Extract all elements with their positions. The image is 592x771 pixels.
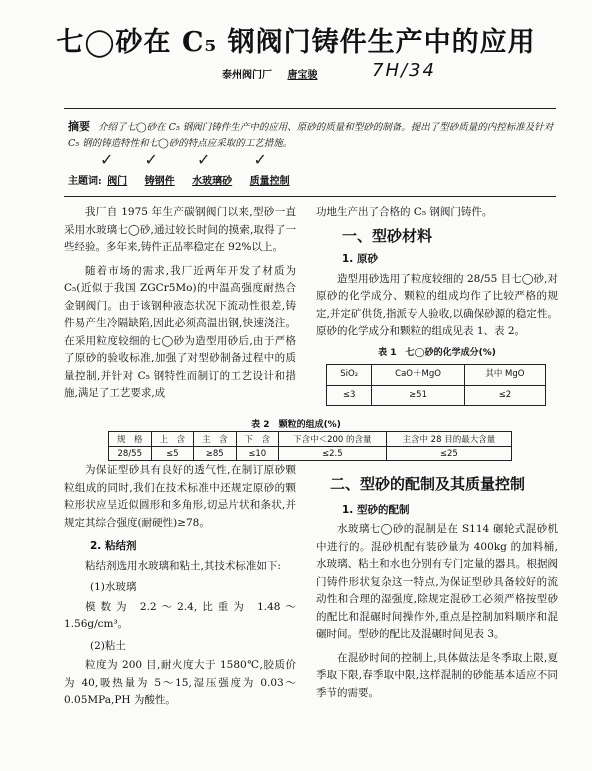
subsection-heading: 2. 粘结剂 bbox=[90, 540, 137, 552]
paragraph: 造型用砂选用了粒度较细的 28/55 目七◯砂,对原砂的化学成分、颗粒的组成均作了比较严格的规定,并定矿供货,指派专人验收,以确保砂源的稳定性。原砂的化学成分和颗粒的组成见表 1、表 2。 bbox=[316, 272, 558, 337]
check-mark-icon: ✓ bbox=[100, 150, 114, 169]
paragraph: 随着市场的需求,我厂近两年开发了材质为 C₅(近似于我国 ZGCr5Mo)的中温高强度耐热合金钢阀门。由于该钢种液态状况下流动性很差,铸件易产生冷隔缺陷,因此必须高温出钢,快速浇注。在采用粒度较细的七◯砂为造型用砂后,由于严格了原砂的验收标准,加强了对型砂制备过程中的质量控制,并针对 C₅ 钢特性而制订的工艺设计和措施,满足了工艺要求,成 bbox=[64, 264, 296, 399]
table2-caption: 表 2 颗粒的组成(%) bbox=[251, 420, 341, 430]
right-column-upper bbox=[316, 204, 558, 406]
sub-subsection-heading: (1)水玻璃 bbox=[90, 581, 137, 593]
keywords bbox=[68, 172, 304, 187]
section-heading: 二、型砂的配制及其质量控制 bbox=[330, 475, 526, 493]
table2-cell: ≤2.5 bbox=[279, 447, 387, 461]
table1-caption: 表 1 七◯砂的化学成分(%) bbox=[378, 347, 496, 358]
table2 bbox=[108, 431, 512, 461]
abstract-label: 摘要 bbox=[68, 120, 90, 133]
table1-header: CaO＋MgO bbox=[372, 365, 464, 386]
table2-cell: ≤10 bbox=[236, 447, 279, 461]
keyword-item: 质量控制 bbox=[249, 176, 290, 187]
keyword-check-marks bbox=[100, 150, 267, 169]
table2-cell: 28/55 bbox=[109, 447, 152, 461]
sub-subsection-heading: (2)粘土 bbox=[90, 639, 126, 652]
keyword-item: 阀门 bbox=[107, 176, 128, 187]
right-column-lower bbox=[316, 476, 558, 702]
paragraph: 在混砂时间的控制上,具体做法是冬季取上限,夏季取下限,春季取中限,这样混制的砂能基本适应不同季节的需要。 bbox=[316, 651, 558, 699]
table2-header: 下含中＜200 的含量 bbox=[279, 432, 387, 447]
page-title: 七◯砂在 C₅ 钢阀门铸件生产中的应用 bbox=[56, 27, 536, 58]
left-column-lower bbox=[64, 462, 296, 710]
abstract bbox=[68, 119, 556, 152]
author-name: 唐宝骏 bbox=[287, 70, 318, 81]
table1-cell: ≤2 bbox=[464, 385, 545, 406]
check-mark-icon: ✓ bbox=[144, 150, 158, 169]
table1 bbox=[326, 364, 546, 406]
paragraph: 模数为 2.2～2.4,比重为 1.48～1.56g/cm³。 bbox=[64, 600, 296, 630]
table2-header: 规 格 bbox=[109, 432, 152, 447]
paragraph: 为保证型砂具有良好的透气性,在制订原砂颗粒组成的同时,我们在技术标准中还规定原砂的颗粒形状应呈近似圆形和多角形,切忌片状和条状,并规定其综合强度(耐硬性)≥78。 bbox=[64, 464, 296, 529]
subsection-heading: 1. 型砂的配制 bbox=[342, 503, 410, 516]
table2-header: 主含中 28 目的最大含量 bbox=[386, 432, 511, 447]
abstract-text: 介绍了七◯砂在 C₅ 钢阀门铸件生产中的应用、原砂的质量和型砂的制备。提出了型砂质量的内控标准及针对 C₅ 钢的铸造特性和七◯砂的特点应采取的工艺措施。 bbox=[68, 122, 554, 149]
table2-cell: ≤25 bbox=[386, 447, 511, 461]
paragraph: 水玻璃七◯砂的混制是在 S114 碾轮式混砂机中进行的。混砂机配有装砂量为 400kg 的加料桶,水玻璃、粘土和水也分别有专门定量的器具。根据阀门铸件形状复杂这一特点,为保证型砂具备较好的流动性和合理的湿强度,除规定混砂工必须严格按型砂的配比和混碾时间操作外,重点是控制加料顺序和混碾时间。型砂的配比及混碾时间见表 3。 bbox=[316, 523, 558, 640]
table1-cell: ≤3 bbox=[327, 385, 372, 406]
keyword-item: 铸钢件 bbox=[144, 176, 175, 187]
paragraph: 我厂自 1975 年生产碳钢阀门以来,型砂一直采用水玻璃七◯砂,通过较长时间的摸索,取得了一些经验。多年来,铸件正品率稳定在 92%以上。 bbox=[64, 206, 296, 253]
author-line bbox=[222, 66, 329, 81]
check-mark-icon: ✓ bbox=[253, 150, 267, 169]
section-heading: 一、型砂材料 bbox=[342, 226, 433, 245]
paragraph: 粒度为 200 目,耐火度大于 1580℃,胶质价为 40,吸热量为 5～15,湿压强度为 0.03～0.05MPa,PH 为酸性。 bbox=[64, 659, 296, 706]
table2-header: 主 含 bbox=[194, 432, 237, 447]
table1-header: 其中 MgO bbox=[464, 365, 545, 386]
keywords-label: 主题词: bbox=[68, 176, 102, 187]
table1-cell: ≥51 bbox=[372, 385, 464, 406]
table1-header: SiO₂ bbox=[327, 365, 372, 386]
author-org: 泰州阀门厂 bbox=[222, 70, 272, 81]
top-rule bbox=[64, 108, 556, 109]
section-rule bbox=[64, 196, 556, 197]
table2-cell: ≥85 bbox=[194, 447, 237, 461]
check-mark-icon: ✓ bbox=[197, 150, 211, 169]
paragraph: 粘结剂选用水玻璃和粘土,其技术标准如下: bbox=[85, 559, 281, 572]
keyword-item: 水玻璃砂 bbox=[192, 176, 233, 187]
paragraph: 功地生产出了合格的 C₅ 钢阀门铸件。 bbox=[316, 206, 493, 218]
table2-header: 上 含 bbox=[151, 432, 194, 447]
left-column-upper bbox=[64, 204, 296, 403]
handwritten-note: 7H/34 bbox=[372, 60, 436, 81]
table2-cell: ≤5 bbox=[151, 447, 194, 461]
table2-header: 下 含 bbox=[236, 432, 279, 447]
subsection-heading: 1. 原砂 bbox=[342, 253, 378, 265]
